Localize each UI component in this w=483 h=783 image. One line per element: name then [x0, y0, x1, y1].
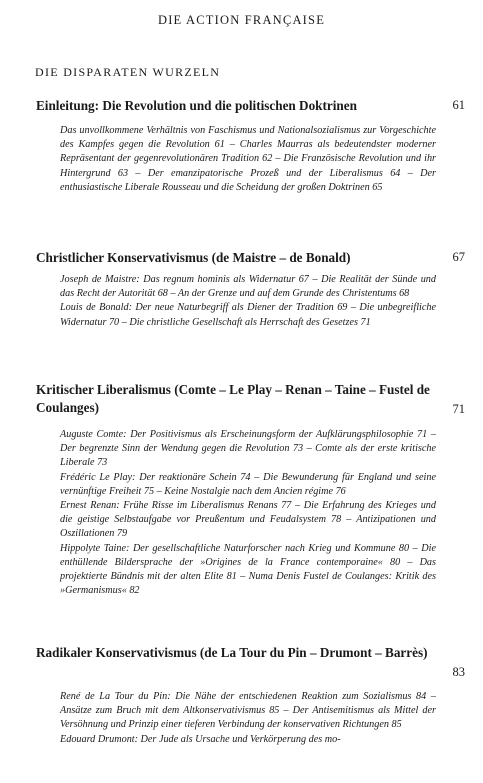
section-summary [60, 690, 436, 747]
section-summary [60, 273, 436, 330]
summary-paragraph: Hippolyte Taine: Der gesellschaftliche Naturforscher nach Krieg und Kommune 80 – Die enthüllende Bildersprache der »Origines de la France contemporaine« 80 – Das projektierte Bündnis mit der alten Elite 81 – Numa Denis Fustel de Coulanges: Kritik des »Germanismus« 82 [60, 542, 436, 597]
summary-paragraph: René de La Tour du Pin: Die Nähe der entschiedenen Reaktion zum Sozialismus 84 – Ansätze zum Bruch mit dem Altkonservativismus 85 – Der Antisemitismus als Mittel der Versöhnung und Prinzip einer tieferen Verbindung der konservativen Richtungen 85 [60, 691, 436, 731]
section-page-number: 71 [452, 402, 465, 416]
section-summary [60, 124, 436, 195]
running-head: DIE ACTION FRANÇAISE [157, 13, 326, 27]
section-page-number: 67 [452, 250, 465, 264]
summary-paragraph: Edouard Drumont: Der Jude als Ursache und Verkörperung des mo- [60, 733, 341, 745]
section-title: Radikaler Konservativismus (de La Tour du Pin – Drumont – Barrès) [36, 645, 428, 660]
summary-paragraph: Ernest Renan: Frühe Risse im Liberalismus Renans 77 – Die Erfahrung des Krieges und die geistige Selbstaufgabe vor Preußentum und Feudalsystem 78 – Antizipationen und Oszillationen 79 [60, 500, 436, 540]
section-page-number: 83 [452, 665, 465, 679]
summary-paragraph: Frédéric Le Play: Der reaktionäre Schein 74 – Die Bewunderung für England und seine vernünftige Freiheit 75 – Keine Nostalgie nach dem Ancien régime 76 [60, 471, 436, 497]
summary-paragraph: Das unvollkommene Verhältnis von Faschismus und Nationalsozialismus zur Vorgeschichte des Kampfes gegen die Revolution 61 – Charles Maurras als bedeutendster moderner Repräsentant der gegenrevolutionären Tradition 62 – Die Französische Revolution und ihr Hintergrund 63 – Der emanzipatorische Prozeß und der Liberalismus 64 – Der enthusiastische Liberale Rousseau und die Scheidung der großen Doktrinen 65 [60, 125, 436, 193]
section-page-number: 61 [452, 98, 465, 112]
section-title: Einleitung: Die Revolution und die politischen Doktrinen [36, 98, 357, 113]
summary-paragraph: Auguste Comte: Der Positivismus als Erscheinungsform der Aufklärungsphilosophie 71 – Der begrenzte Sinn der Wendung gegen die Revolution 73 – Comte als der erste kritische Liberale 73 [60, 429, 436, 469]
section-title: Kritischer Liberalismus (Comte – Le Play – Renan – Taine – Fustel de Coulanges) [36, 382, 430, 415]
section-title: Christlicher Konservativismus (de Maistre – de Bonald) [36, 250, 351, 265]
part-title: DIE DISPARATEN WURZELN [35, 65, 221, 79]
summary-paragraph: Louis de Bonald: Der neue Naturbegriff als Diener der Tradition 69 – Die unbegreifliche Widernatur 70 – Die christliche Gesellschaft als Herrschaft des Gesetzes 71 [60, 302, 436, 328]
section-summary [60, 428, 436, 598]
summary-paragraph: Joseph de Maistre: Das regnum hominis als Widernatur 67 – Die Realität der Sünde und das Recht der Autorität 68 – An der Grenze und auf dem Grunde des Christentums 68 [60, 274, 436, 300]
